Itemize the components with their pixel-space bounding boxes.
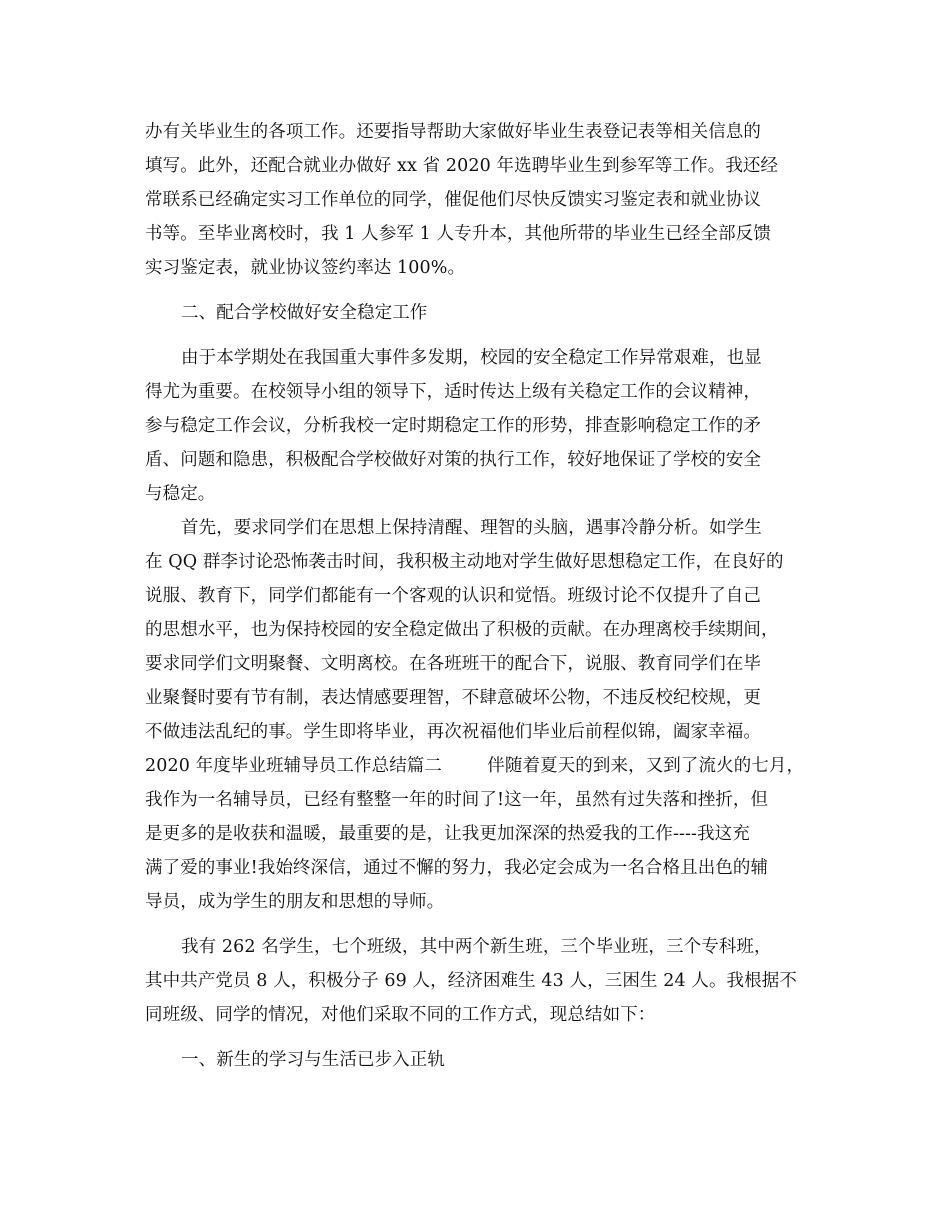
section-heading: 二、配合学校做好安全稳定工作 bbox=[181, 303, 428, 323]
text-line: 参与稳定工作会议，分析我校一定时期稳定工作的形势，排查影响稳定工作的矛 bbox=[145, 416, 761, 436]
text-line: 得尤为重要。在校领导小组的领导下，适时传达上级有关稳定工作的会议精神， bbox=[145, 382, 761, 402]
text-line: 盾、问题和隐患，积极配合学校做好对策的执行工作，较好地保证了学校的安全 bbox=[145, 450, 761, 470]
text-line: 2020 年度毕业班辅导员工作总结篇二 伴随着夏天的到来，又到了流火的七月， bbox=[145, 756, 805, 776]
text-line: 是更多的是收获和温暖，最重要的是，让我更加深深的热爱我的工作----我这充 bbox=[145, 824, 750, 844]
text-line: 不做违法乱纪的事。学生即将毕业，再次祝福他们毕业后前程似锦，阖家幸福。 bbox=[145, 722, 761, 742]
text-line: 导员，成为学生的朋友和思想的导师。 bbox=[145, 892, 445, 912]
text-line: 在 QQ 群李讨论恐怖袭击时间，我积极主动地对学生做好思想稳定工作，在良好的 bbox=[145, 552, 784, 572]
text-line: 同班级、同学的情况，对他们采取不同的工作方式，现总结如下： bbox=[145, 1005, 656, 1025]
text-line: 填写。此外，还配合就业办做好 xx 省 2020 年选聘毕业生到参军等工作。我还经 bbox=[145, 156, 779, 176]
text-line: 与稳定。 bbox=[145, 484, 216, 504]
text-line: 要求同学们文明聚餐、文明离校。在各班班干的配合下，说服、教育同学们在毕 bbox=[145, 654, 761, 674]
text-line: 首先，要求同学们在思想上保持清醒、理智的头脑，遇事冷静分析。如学生 bbox=[181, 518, 762, 538]
text-line: 常联系已经确定实习工作单位的同学，催促他们尽快反馈实习鉴定表和就业协议 bbox=[145, 190, 761, 210]
text-line: 由于本学期处在我国重大事件多发期，校园的安全稳定工作异常艰难，也显 bbox=[181, 348, 762, 368]
text-line: 满了爱的事业!我始终深信，通过不懈的努力，我必定会成为一名合格且出色的辅 bbox=[145, 858, 769, 878]
text-line: 业聚餐时要有节有制，表达情感要理智，不肆意破坏公物，不违反校纪校规，更 bbox=[145, 688, 761, 708]
text-line: 办有关毕业生的各项工作。还要指导帮助大家做好毕业生表登记表等相关信息的 bbox=[145, 122, 761, 142]
section-heading: 一、新生的学习与生活已步入正轨 bbox=[181, 1050, 445, 1070]
text-line: 其中共产党员 8 人，积极分子 69 人，经济困难生 43 人，三困生 24 人。我根据不 bbox=[145, 971, 797, 991]
text-line: 说服、教育下，同学们都能有一个客观的认识和觉悟。班级讨论不仅提升了自己 bbox=[145, 586, 761, 606]
text-line: 书等。至毕业离校时，我 1 人参军 1 人专升本，其他所带的毕业生已经全部反馈 bbox=[145, 224, 771, 244]
text-line: 我作为一名辅导员，已经有整整一年的时间了!这一年，虽然有过失落和挫折，但 bbox=[145, 790, 769, 810]
text-line: 实习鉴定表，就业协议签约率达 100%。 bbox=[145, 258, 466, 278]
text-line: 的思想水平，也为保持校园的安全稳定做出了积极的贡献。在办理离校手续期间， bbox=[145, 620, 779, 640]
text-line: 我有 262 名学生，七个班级，其中两个新生班，三个毕业班，三个专科班， bbox=[181, 937, 772, 957]
